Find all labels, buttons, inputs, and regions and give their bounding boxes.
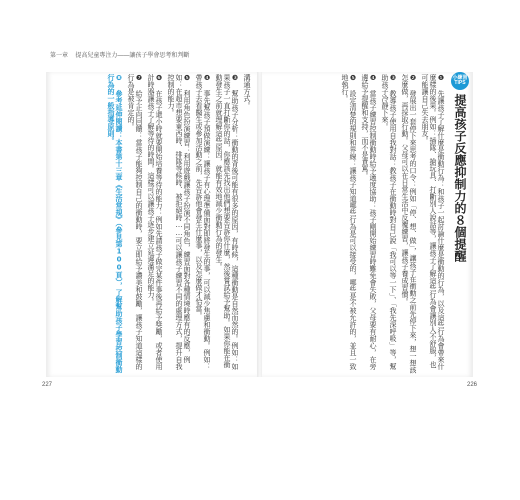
- badge-label: 小練習: [452, 75, 468, 81]
- header-chapter: 第一章: [50, 53, 69, 59]
- paragraph: ❸ 教導孩子使用自我對話：教孩子在衝動時對自己說「我可以等一下」、「我先深呼吸」等，幫助孩子冷靜下來。: [381, 74, 397, 370]
- paragraph: 溝通方式。: [243, 74, 251, 109]
- right-page: [262, 72, 477, 388]
- paragraph: ❹ 當孩子練習控制衝動時給予適度協助：孩子剛開始練習時難免會失敗，父母要有耐心，在旁邊給予提醒和支持，而不是責罵。: [361, 74, 377, 370]
- paragraph: ❸ 幫助孩子分析：衝動的背後可能有很多的原因，有時候，這種衝動是自然而然的。例如：如果孩子一直打斷你的話，你應該先找出他們想要告訴你什麼，然後嘗試給予幫助。如果你能在衝動發生之前就理解這些原因，就能有效地減少衝動行為的發生。: [215, 74, 239, 370]
- badge-label: TIPS: [454, 80, 466, 86]
- paragraph: ❻ 在孩子還小時就要開始培養等待的能力：例如先請孩子做完某件事後再給予獎勵，或者使用計時器讓孩子了解等待的時間。這樣可以讓孩子逐步建立延遲滿足的能力。: [147, 74, 163, 370]
- section-title: 提高孩子反應抑制力的８個提醒: [453, 94, 467, 262]
- paragraph: ❼ 給予正向回饋：當孩子能夠控制自己的衝動時，要立即給予讚美和鼓勵，讓孩子知道這樣的行為是被肯定的。: [127, 74, 143, 370]
- left-page: [42, 53, 257, 388]
- paragraph-highlight: ❽ 參考延伸閱讀：本書第十三章《生活常規》（參見第100頁），了解幫助孩子學習控制衝動行為的一般指導原則。: [107, 74, 123, 373]
- paragraph: ❺ 利用角色扮演練習：利用遊戲讓孩子扮演不同角色，練習面對各種情境時應有的反應，例如：在超市想要東西時、排隊等候時、被拒絕時……可以讓孩子練習不同的處理方式，提升自我控制的能力。: [167, 74, 191, 370]
- paragraph: ❷ 發展出一套停下來思考的口令：例如「停、想、做」，讓孩子在衝動之前先停下來，想一想該怎麼做，再採取行動。父母可以在日常生活中反覆練習，讓孩子養成習慣。: [401, 74, 417, 374]
- left-page-body: [107, 74, 251, 374]
- paragraph: ❶ 先讓孩子了解什麼是衝動行為：和孩子一起討論什麼是衝動的行為，以及這些行為會帶來什麼樣的後果。例如：插隊、搶玩具、打斷別人說話等，讓孩子了解這些行為會讓別人不舒服，也可能讓自己失去朋友。: [421, 74, 445, 370]
- paragraph: ❹ 事先幫孩子預做演練：讓孩子有心理準備面對即將發生的事，可以減少焦慮和衝動。例如：帶孩子去看醫生或參加活動之前，先告訴他會發生什麼事，以及怎麼做才恰當。: [195, 74, 211, 370]
- running-header: [50, 50, 189, 59]
- tips-badge-icon: [451, 72, 469, 90]
- header-title: 提高兒童專注力——讓孩子學會思考和判斷: [75, 53, 190, 59]
- page-number: 227: [42, 382, 53, 388]
- page-number: 226: [466, 382, 477, 388]
- paragraph: ❺ 設定清楚的規則和界線：讓孩子知道哪些行為是可以接受的，哪些是不被允許的，並且一致地執行。: [341, 74, 357, 370]
- right-page-body: [341, 74, 445, 374]
